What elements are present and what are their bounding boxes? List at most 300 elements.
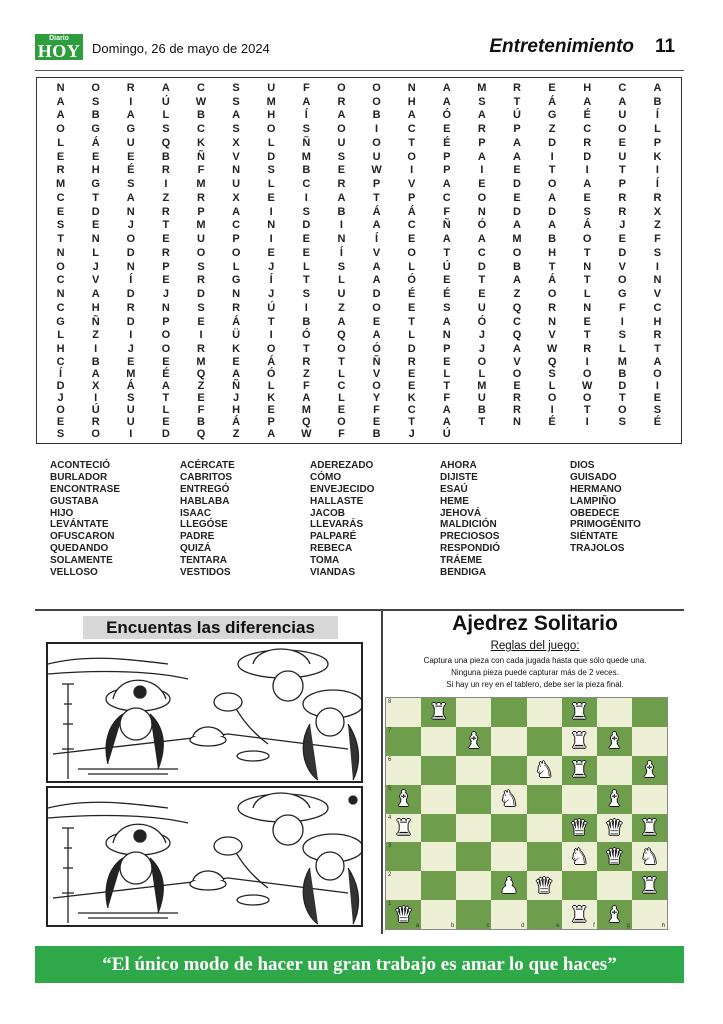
grid-letter: S — [197, 301, 205, 314]
grid-letter: R — [653, 191, 662, 204]
board-square-f1 — [562, 900, 597, 929]
grid-letter: L — [478, 368, 486, 380]
grid-letter: O — [372, 81, 381, 94]
rule-line: Si hay un rey en el tablero, debe ser la pieza final. — [446, 680, 624, 689]
grid-letter: J — [478, 343, 485, 356]
grid-letter: E — [478, 288, 486, 301]
grid-letter: Z — [197, 380, 205, 392]
grid-letter: R — [232, 301, 241, 314]
grid-letter: I — [269, 205, 273, 218]
grid-letter: E — [443, 356, 451, 368]
grid-letter: I — [129, 95, 133, 108]
grid-letter: A — [442, 416, 451, 428]
grid-letter: W — [546, 343, 558, 356]
grid-letter: M — [196, 356, 206, 368]
file-label: e — [556, 923, 560, 929]
grid-letter: E — [618, 136, 626, 149]
grid-letter: E — [337, 404, 346, 416]
word-list-item: REBECA — [310, 543, 353, 555]
grid-letter: I — [269, 233, 273, 246]
grid-letter: O — [56, 260, 65, 273]
grid-letter: R — [197, 274, 205, 287]
grid-letter: Ú — [442, 260, 451, 273]
grid-letter: W — [195, 95, 207, 108]
word-list — [50, 460, 680, 579]
grid-letter: D — [618, 246, 627, 259]
grid-letter: L — [338, 392, 345, 404]
grid-letter: N — [56, 288, 65, 301]
file-label: b — [450, 923, 455, 929]
file-label: d — [521, 923, 525, 929]
word-list-item: PRECIOSOS — [440, 531, 500, 543]
board-square-g8 — [597, 698, 632, 727]
board-square-a4 — [386, 814, 421, 843]
grid-letter: U — [618, 109, 627, 122]
grid-letter: Ó — [302, 329, 311, 342]
grid-letter: É — [407, 288, 416, 301]
grid-letter: A — [407, 109, 416, 122]
grid-letter: M — [266, 95, 276, 108]
board-square-c4 — [456, 814, 491, 843]
grid-letter: Í — [304, 109, 308, 122]
grid-letter: F — [302, 81, 310, 94]
grid-letter: C — [407, 123, 416, 136]
grid-letter: A — [126, 109, 135, 122]
grid-letter: D — [126, 288, 135, 301]
grid-letter: A — [91, 288, 100, 301]
grid-letter: S — [232, 95, 240, 108]
grid-letter: L — [583, 288, 591, 301]
knight-piece-icon: ♞ — [639, 843, 660, 869]
grid-letter: N — [161, 301, 170, 314]
board-square-f6 — [562, 756, 597, 785]
grid-letter: Ú — [513, 109, 521, 122]
word-list-item: VELLOSO — [50, 567, 98, 579]
board-square-h6 — [632, 756, 667, 785]
grid-letter: C — [337, 380, 346, 392]
grid-letter: E — [162, 233, 170, 246]
grid-letter: É — [653, 416, 662, 428]
board-square-a5 — [386, 785, 421, 814]
grid-letter: R — [618, 191, 627, 204]
rook-piece-icon: ♜ — [639, 872, 660, 898]
grid-letter: E — [127, 356, 135, 368]
grid-letter: S — [653, 246, 662, 259]
grid-letter: T — [302, 274, 310, 287]
grid-letter: D — [477, 260, 486, 273]
board-square-e8 — [527, 698, 562, 727]
logo-main-text: HOY — [37, 41, 81, 61]
grid-letter: C — [618, 81, 627, 94]
grid-letter: I — [585, 416, 589, 428]
page-number: 11 — [655, 36, 676, 57]
grid-letter: Q — [512, 329, 522, 342]
grid-letter: T — [583, 246, 591, 259]
grid-letter: S — [302, 123, 310, 136]
rank-label: 5 — [388, 785, 392, 792]
grid-letter: B — [548, 233, 557, 246]
grid-letter: I — [410, 164, 414, 177]
grid-letter: L — [92, 246, 100, 259]
grid-letter: T — [618, 392, 626, 404]
rank-label: 2 — [388, 872, 392, 879]
grid-letter: J — [233, 392, 240, 404]
word-list-item: QUEDANDO — [50, 543, 109, 555]
grid-letter: R — [161, 246, 170, 259]
grid-letter: P — [232, 233, 240, 246]
knight-piece-icon: ♞ — [499, 786, 519, 812]
file-label: g — [626, 923, 630, 929]
grid-letter: D — [161, 428, 170, 440]
grid-letter: S — [583, 205, 591, 218]
grid-letter: A — [372, 219, 381, 232]
header-divider — [35, 70, 684, 71]
grid-letter: F — [302, 380, 310, 392]
grid-letter: G — [231, 274, 241, 287]
grid-letter: Y — [372, 392, 381, 404]
grid-letter: I — [304, 191, 308, 204]
grid-letter: A — [442, 404, 451, 416]
grid-letter: Á — [372, 205, 381, 218]
grid-letter: Ú — [267, 301, 276, 314]
grid-letter: L — [618, 343, 626, 356]
board-square-b7 — [421, 727, 456, 756]
grid-letter: Z — [548, 123, 556, 136]
grid-letter: O — [266, 123, 276, 136]
grid-letter: N — [548, 315, 557, 328]
board-square-e4 — [527, 814, 562, 843]
grid-letter: I — [550, 150, 554, 163]
grid-letter: I — [339, 219, 343, 232]
grid-letter: B — [197, 416, 205, 428]
grid-letter: R — [337, 178, 346, 191]
grid-letter: I — [655, 164, 659, 177]
grid-letter: Z — [92, 329, 100, 342]
grid-letter: I — [304, 301, 308, 314]
grid-letter: X — [232, 136, 240, 149]
grid-letter: B — [372, 109, 381, 122]
file-label: f — [593, 923, 595, 929]
grid-letter: A — [302, 95, 311, 108]
grid-letter: T — [373, 191, 380, 204]
word-list-item: ACONTECIÓ — [50, 460, 110, 471]
grid-letter: Í — [339, 246, 343, 259]
grid-letter: Ó — [266, 368, 276, 380]
grid-letter: U — [477, 301, 486, 314]
bishop-piece-icon: ♝ — [639, 757, 660, 783]
grid-letter: E — [56, 416, 65, 428]
board-square-g6 — [597, 756, 632, 785]
grid-letter: L — [267, 136, 275, 149]
grid-letter: U — [337, 136, 346, 149]
grid-letter: S — [548, 368, 556, 380]
rook-piece-icon: ♜ — [569, 728, 590, 754]
grid-letter: N — [126, 205, 135, 218]
grid-letter: A — [442, 315, 451, 328]
grid-letter: D — [126, 246, 135, 259]
grid-letter: A — [232, 205, 241, 218]
grid-letter: C — [477, 246, 486, 259]
grid-letter: U — [618, 150, 627, 163]
word-list-item: OFUSCARON — [50, 531, 115, 543]
word-list-item: QUIZÁ — [180, 543, 212, 555]
board-square-h4 — [632, 814, 667, 843]
grid-letter: E — [513, 164, 521, 177]
quote-banner: “El único modo de hacer un gran trabajo es amar lo que haces” — [35, 946, 684, 983]
rank-label: 3 — [388, 843, 392, 850]
differences-title: Encuentas las diferencias — [83, 616, 338, 639]
grid-letter: T — [162, 392, 170, 404]
grid-letter: N — [267, 219, 276, 232]
board-square-d5 — [491, 785, 526, 814]
grid-letter: S — [127, 392, 135, 404]
grid-letter: F — [197, 164, 205, 177]
word-list-item: TENTARA — [180, 555, 228, 567]
word-list-item: CÓMO — [310, 471, 342, 483]
file-label: h — [661, 923, 665, 929]
grid-letter: T — [408, 136, 416, 149]
grid-letter: P — [162, 315, 170, 328]
rule-line: Ninguna pieza puede capturar más de 2 veces. — [451, 668, 619, 677]
grid-letter: Í — [375, 233, 379, 246]
grid-letter: J — [478, 329, 485, 342]
word-list-item: ENTREGÓ — [180, 483, 230, 495]
grid-letter: S — [478, 95, 486, 108]
grid-letter: É — [583, 109, 591, 122]
grid-letter: Í — [129, 274, 133, 287]
grid-letter: K — [653, 150, 662, 163]
word-list-item: JACOB — [310, 507, 346, 519]
board-square-e6 — [527, 756, 562, 785]
grid-letter: J — [92, 260, 99, 273]
grid-letter: B — [337, 205, 346, 218]
grid-letter: S — [127, 178, 135, 191]
word-list-item: TRÁEME — [440, 555, 483, 567]
grid-letter: A — [618, 95, 627, 108]
grid-letter: Q — [337, 329, 346, 342]
grid-letter: R — [197, 191, 205, 204]
grid-letter: O — [477, 356, 487, 368]
grid-letter: O — [161, 329, 171, 342]
grid-letter: O — [372, 301, 381, 314]
bishop-piece-icon: ♝ — [463, 728, 484, 754]
grid-letter: T — [408, 416, 416, 428]
grid-letter: A — [548, 191, 557, 204]
grid-letter: D — [513, 205, 521, 218]
grid-letter: M — [477, 81, 487, 94]
grid-letter: D — [197, 288, 205, 301]
board-square-b4 — [421, 814, 456, 843]
grid-letter: O — [266, 343, 276, 356]
grid-letter: H — [56, 343, 65, 356]
grid-letter: B — [161, 150, 170, 163]
grid-letter: P — [653, 136, 662, 149]
grid-letter: E — [548, 81, 556, 94]
board-square-e3 — [527, 842, 562, 871]
rank-label: 1 — [388, 901, 392, 908]
queen-piece-icon: ♛ — [569, 814, 590, 840]
grid-letter: V — [513, 356, 521, 368]
grid-letter: M — [512, 233, 522, 246]
grid-letter: S — [91, 95, 100, 108]
grid-letter: T — [618, 164, 626, 177]
grid-letter: P — [513, 123, 521, 136]
word-list-item: HIJO — [50, 507, 74, 519]
word-list-item: TOMA — [310, 555, 340, 567]
grid-letter: O — [477, 191, 487, 204]
grid-letter: H — [548, 246, 557, 259]
grid-letter: E — [337, 164, 346, 177]
grid-letter: Á — [232, 315, 241, 328]
grid-letter: Ú — [161, 95, 170, 108]
grid-letter: Ü — [232, 329, 241, 342]
board-square-a1 — [386, 900, 421, 929]
grid-letter: H — [583, 81, 592, 94]
grid-letter: H — [91, 301, 100, 314]
grid-letter: I — [164, 178, 168, 191]
grid-letter: Z — [338, 301, 345, 314]
grid-letter: Ó — [372, 343, 381, 356]
grid-letter: V — [548, 329, 556, 342]
grid-letter: S — [653, 404, 662, 416]
board-square-d6 — [491, 756, 526, 785]
word-list-item: BURLADOR — [50, 471, 108, 483]
grid-letter: O — [372, 380, 381, 392]
bishop-piece-icon: ♝ — [604, 901, 625, 927]
grid-letter: A — [477, 109, 486, 122]
grid-letter: P — [618, 178, 626, 191]
grid-letter: R — [653, 329, 662, 342]
grid-letter: J — [268, 288, 275, 301]
grid-letter: A — [513, 219, 521, 232]
grid-letter: I — [129, 428, 133, 440]
board-square-c2 — [456, 871, 491, 900]
board-square-h8 — [632, 698, 667, 727]
grid-letter: T — [267, 315, 275, 328]
grid-letter: N — [126, 260, 135, 273]
grid-letter: O — [337, 81, 346, 94]
grid-letter: A — [267, 428, 276, 440]
grid-letter: C — [197, 123, 205, 136]
grid-letter: L — [443, 368, 451, 380]
word-list-item: HALLASTE — [310, 495, 364, 507]
board-square-d2 — [491, 871, 526, 900]
grid-letter: C — [583, 123, 592, 136]
grid-letter: C — [56, 356, 65, 368]
board-square-g1 — [597, 900, 632, 929]
grid-letter: N — [442, 329, 451, 342]
board-square-e5 — [527, 785, 562, 814]
grid-letter: I — [94, 392, 98, 404]
grid-letter: E — [127, 150, 135, 163]
grid-letter: C — [442, 191, 451, 204]
grid-letter: Q — [196, 428, 206, 440]
grid-letter: É — [443, 288, 451, 301]
grid-letter: B — [302, 164, 311, 177]
board-square-c5 — [456, 785, 491, 814]
grid-letter: M — [301, 404, 311, 416]
grid-letter: S — [162, 123, 170, 136]
grid-letter: Ñ — [197, 150, 205, 163]
grid-letter: L — [338, 368, 345, 380]
rule-line: Captura una pieza con cada jugada hasta que sólo quede una. — [423, 656, 647, 665]
grid-letter: T — [338, 356, 345, 368]
grid-letter: Q — [161, 136, 171, 149]
grid-letter: A — [583, 178, 592, 191]
board-square-e1 — [527, 900, 562, 929]
grid-letter: A — [372, 260, 381, 273]
grid-letter: C — [197, 81, 205, 94]
grid-letter: Z — [654, 219, 661, 232]
grid-letter: S — [232, 123, 240, 136]
grid-letter: T — [548, 164, 556, 177]
board-square-b8 — [421, 698, 456, 727]
word-list-item: HABLABA — [180, 495, 230, 507]
grid-letter: O — [547, 288, 557, 301]
board-square-f7 — [562, 727, 597, 756]
grid-letter: É — [127, 164, 135, 177]
grid-letter: K — [407, 392, 416, 404]
board-square-a3 — [386, 842, 421, 871]
board-square-a7 — [386, 727, 421, 756]
word-list-item: TRAJOLOS — [570, 543, 625, 555]
grid-letter: E — [56, 150, 65, 163]
grid-letter: N — [337, 233, 346, 246]
grid-letter: A — [477, 150, 486, 163]
board-square-b2 — [421, 871, 456, 900]
grid-letter: C — [302, 178, 311, 191]
queen-piece-icon: ♛ — [604, 843, 625, 869]
grid-letter: R — [56, 164, 65, 177]
grid-letter: Á — [548, 274, 557, 287]
word-list-item: ENCONTRASE — [50, 483, 121, 495]
grid-letter: Ñ — [302, 136, 311, 149]
issue-date: Domingo, 26 de mayo de 2024 — [92, 41, 270, 56]
grid-letter: N — [232, 164, 241, 177]
board-square-d4 — [491, 814, 526, 843]
grid-letter: I — [655, 380, 659, 392]
grid-letter: U — [126, 136, 135, 149]
grid-letter: A — [653, 356, 662, 368]
grid-letter: G — [91, 178, 100, 191]
grid-letter: S — [618, 416, 626, 428]
grid-letter: T — [583, 274, 591, 287]
word-list-item: BENDIGA — [440, 567, 487, 579]
grid-letter: M — [196, 178, 206, 191]
grid-letter: Ú — [91, 404, 100, 416]
grid-letter: A — [337, 191, 346, 204]
grid-letter: N — [91, 233, 100, 246]
grid-letter: C — [56, 274, 65, 287]
grid-letter: O — [582, 392, 592, 404]
board-square-b5 — [421, 785, 456, 814]
grid-letter: O — [337, 416, 346, 428]
grid-letter: M — [55, 178, 66, 191]
differences-image-top — [46, 642, 363, 783]
grid-letter: N — [232, 288, 241, 301]
grid-letter: I — [585, 164, 589, 177]
board-square-d3 — [491, 842, 526, 871]
grid-letter: Ñ — [442, 219, 451, 232]
grid-letter: A — [442, 178, 451, 191]
grid-letter: M — [126, 368, 136, 380]
word-list-item: DIOS — [570, 460, 595, 471]
grid-letter: P — [197, 205, 205, 218]
grid-letter: R — [618, 205, 627, 218]
grid-letter: K — [267, 392, 276, 404]
grid-letter: L — [57, 329, 64, 342]
grid-letter: N — [513, 416, 521, 428]
